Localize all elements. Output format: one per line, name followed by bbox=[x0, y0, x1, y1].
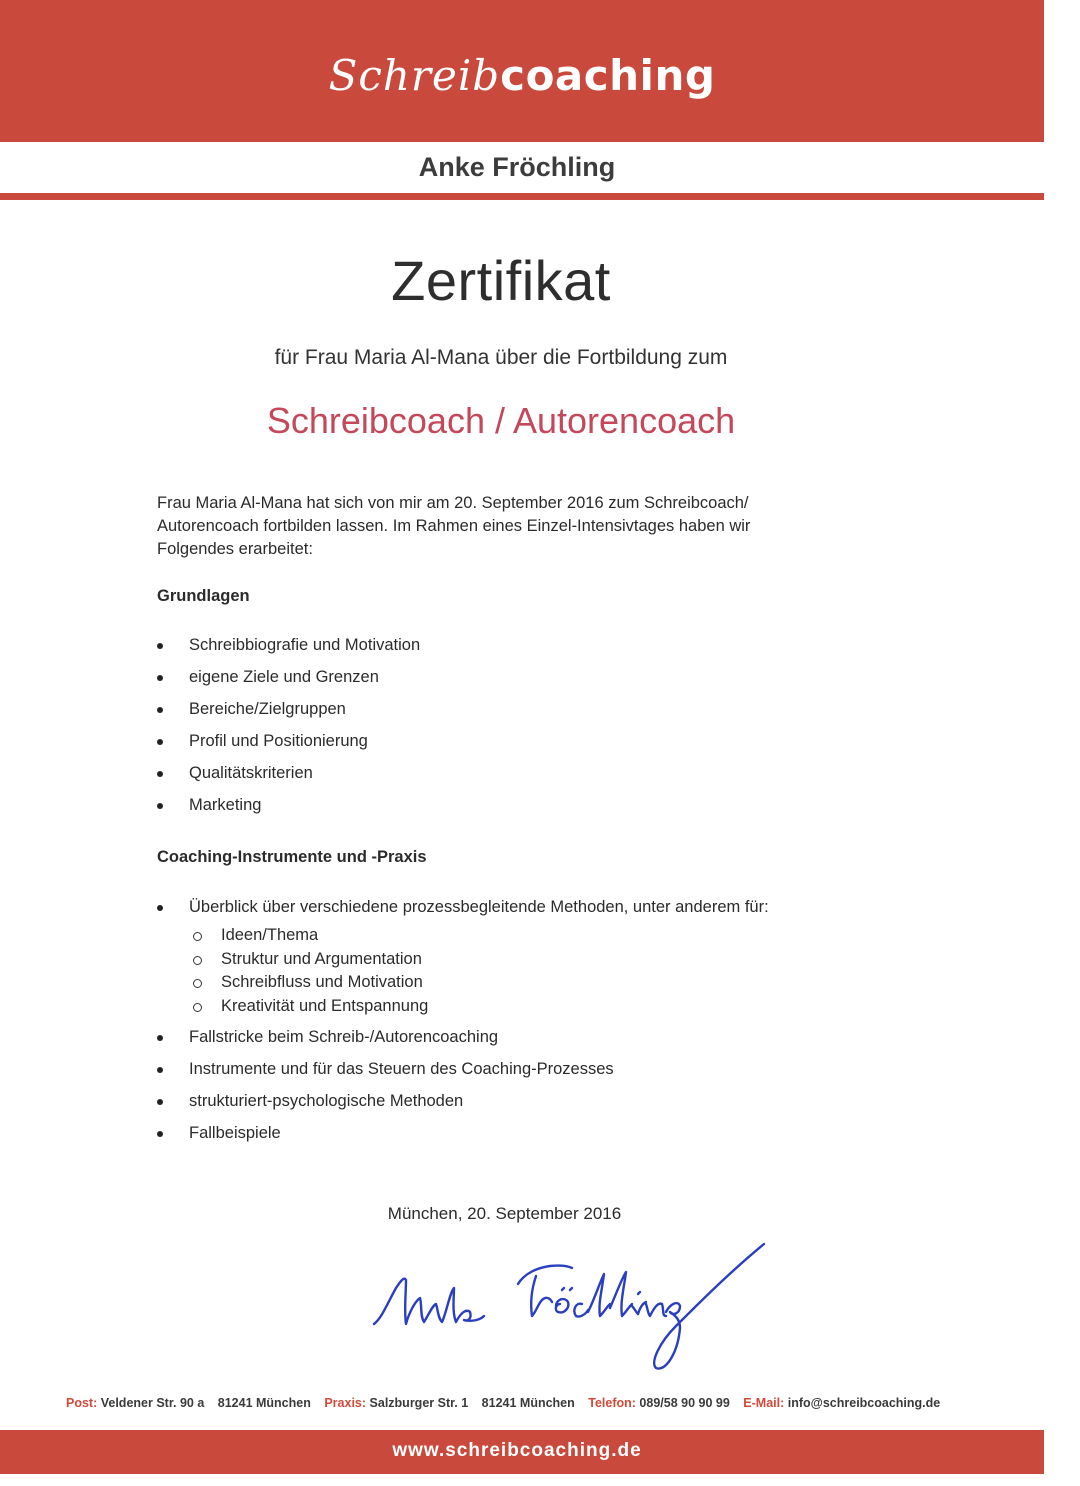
post-city: 81241 München bbox=[217, 1396, 311, 1410]
list-item-text: Bereiche/Zielgruppen bbox=[189, 700, 346, 718]
sublist-item bbox=[189, 948, 857, 972]
bullet-icon bbox=[157, 643, 163, 649]
sublist-item bbox=[189, 971, 857, 995]
circle-bullet-icon bbox=[193, 956, 202, 965]
handwritten-signature bbox=[360, 1232, 780, 1392]
bullet-icon bbox=[157, 771, 163, 777]
praxis-address: Salzburger Str. 1 bbox=[369, 1396, 469, 1410]
list-item-text: strukturiert-psychologische Methoden bbox=[189, 1092, 464, 1110]
bullet-icon bbox=[157, 803, 163, 809]
list-item-text: Überblick über verschiedene prozessbegleitende Methoden, unter anderem für: bbox=[189, 898, 769, 916]
footer-contact bbox=[66, 1396, 1026, 1410]
logo-script-text: Schreib bbox=[328, 51, 501, 100]
bullet-icon bbox=[157, 1131, 163, 1137]
bullet-icon bbox=[157, 905, 163, 911]
list-item bbox=[157, 632, 420, 664]
list-item bbox=[157, 760, 420, 792]
list-item-text: Marketing bbox=[189, 796, 262, 814]
praxis-label: Praxis: bbox=[324, 1396, 367, 1410]
sublist-item-text: Schreibfluss und Motivation bbox=[221, 973, 423, 991]
list-item bbox=[157, 792, 420, 824]
header-divider bbox=[0, 193, 1044, 200]
certificate-body bbox=[157, 492, 857, 1142]
logo-bold-text: coaching bbox=[500, 51, 716, 100]
list-item-text: eigene Ziele und Grenzen bbox=[189, 668, 379, 686]
list-item bbox=[157, 728, 420, 760]
praxis-city: 81241 München bbox=[481, 1396, 575, 1410]
bullet-icon bbox=[157, 675, 163, 681]
phone-label: Telefon: bbox=[588, 1396, 636, 1410]
post-label: Post: bbox=[66, 1396, 98, 1410]
sublist-item-text: Ideen/Thema bbox=[221, 926, 319, 944]
email-address: info@schreibcoaching.de bbox=[787, 1396, 941, 1410]
section-heading-coaching: Coaching-Instrumente und -Praxis bbox=[157, 848, 427, 866]
place-date: München, 20. September 2016 bbox=[387, 1204, 622, 1223]
bullet-icon bbox=[157, 1035, 163, 1041]
list-item bbox=[157, 1120, 857, 1152]
bullet-icon bbox=[157, 707, 163, 713]
bullet-icon bbox=[157, 1099, 163, 1105]
brand-logo bbox=[0, 50, 1044, 102]
sublist-item-text: Struktur und Argumentation bbox=[221, 949, 422, 968]
website-url: www.schreibcoaching.de bbox=[392, 1440, 642, 1461]
sublist-item bbox=[189, 995, 857, 1019]
methods-sublist bbox=[189, 924, 857, 1018]
list-item bbox=[157, 1056, 857, 1088]
list-item-text: Profil und Positionierung bbox=[189, 732, 368, 750]
email-label: E-Mail: bbox=[743, 1396, 785, 1410]
list-item-text: Instrumente und für das Steuern des Coaching-Prozesses bbox=[189, 1060, 614, 1078]
course-name: Schreibcoach / Autorencoach bbox=[266, 400, 736, 441]
intro-paragraph: Frau Maria Al-Mana hat sich von mir am 20. September 2016 zum Schreibcoach/ Autorencoach fortbilden lassen. Im Rahmen eines Einzel-Intensivtages haben wir Folgendes erarbeitet: bbox=[157, 494, 751, 558]
post-address: Veldener Str. 90 a bbox=[100, 1396, 205, 1410]
phone-number: 089/58 90 90 99 bbox=[639, 1396, 730, 1410]
list-item bbox=[157, 894, 857, 1018]
bullet-icon bbox=[157, 1067, 163, 1073]
coaching-list bbox=[157, 894, 857, 1152]
certificate-title: Zertifikat bbox=[391, 249, 611, 312]
list-item-text: Schreibbiografie und Motivation bbox=[189, 636, 421, 654]
circle-bullet-icon bbox=[193, 979, 202, 988]
list-item-text: Fallstricke beim Schreib-/Autorencoaching bbox=[189, 1028, 499, 1046]
bullet-icon bbox=[157, 739, 163, 745]
list-item bbox=[157, 696, 420, 728]
grundlagen-list bbox=[157, 632, 420, 824]
list-item bbox=[157, 1088, 857, 1120]
list-item-text: Fallbeispiele bbox=[189, 1124, 281, 1142]
circle-bullet-icon bbox=[193, 1003, 202, 1012]
sublist-item bbox=[189, 924, 857, 948]
list-item bbox=[157, 1024, 857, 1056]
list-item-text: Qualitätskriterien bbox=[189, 764, 313, 782]
certificate-subtitle: für Frau Maria Al-Mana über die Fortbildung zum bbox=[274, 346, 728, 369]
sublist-item-text: Kreativität und Entspannung bbox=[221, 996, 429, 1015]
list-item bbox=[157, 664, 420, 696]
section-heading-grundlagen: Grundlagen bbox=[157, 587, 250, 605]
coach-name: Anke Fröchling bbox=[418, 152, 616, 182]
circle-bullet-icon bbox=[193, 932, 202, 941]
